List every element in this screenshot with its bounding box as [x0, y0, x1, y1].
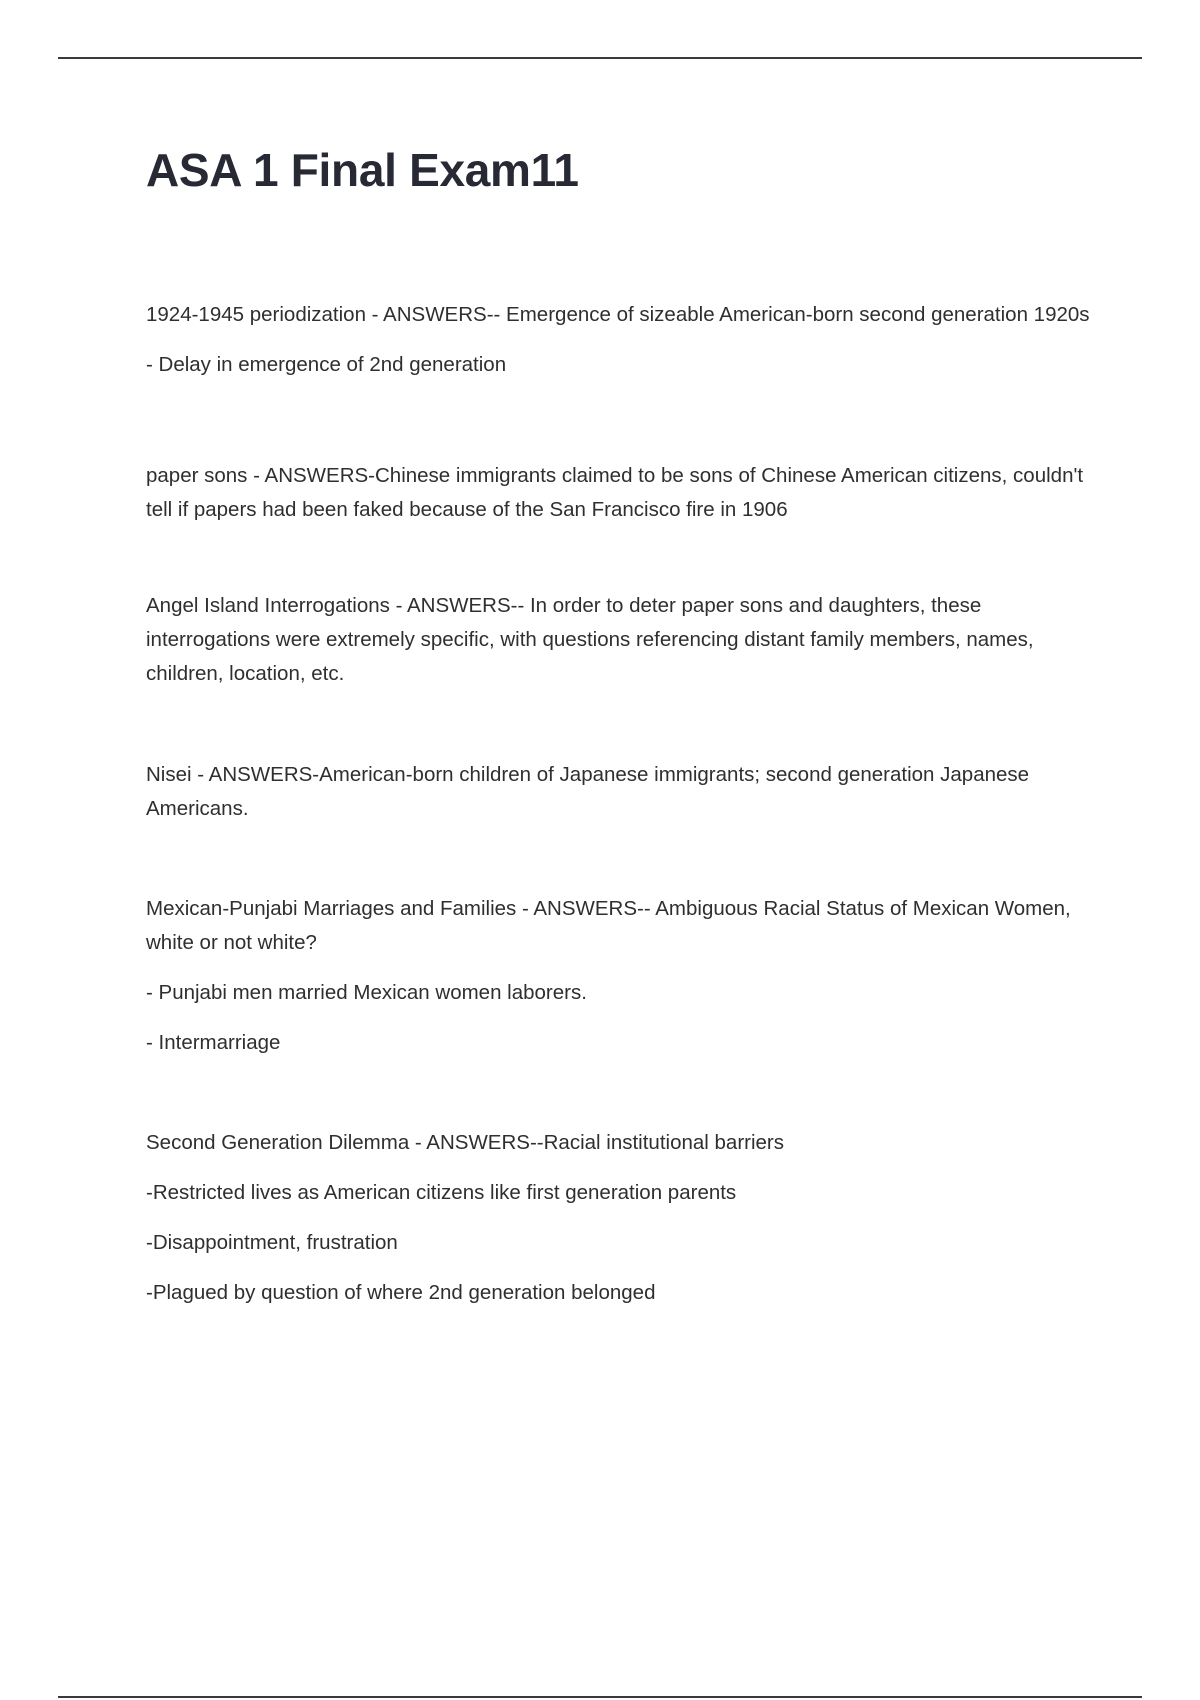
entry-angel-island [146, 589, 1092, 691]
document-body [146, 298, 1092, 1374]
entry-bullet: -Plagued by question of where 2nd generation belonged [146, 1281, 656, 1304]
entry-mexican-punjabi [146, 892, 1092, 1060]
entry-second-generation [146, 1126, 1092, 1310]
entry-text: Angel Island Interrogations - ANSWERS-- In order to deter paper sons and daughters, these interrogations were extremely specific, with questions referencing distant family members, names, children, location, etc. [146, 594, 1034, 685]
entry-nisei [146, 758, 1092, 826]
entry-text: Nisei - ANSWERS-American-born children of Japanese immigrants; second generation Japanese Americans. [146, 763, 1030, 820]
entry-bullet: -Restricted lives as American citizens like first generation parents [146, 1181, 737, 1204]
entry-bullet: - Delay in emergence of 2nd generation [146, 353, 507, 376]
entry-periodization [146, 298, 1092, 382]
entry-bullet: - Intermarriage [146, 1031, 281, 1054]
entry-bullet: -Disappointment, frustration [146, 1231, 398, 1254]
entry-text: paper sons - ANSWERS-Chinese immigrants claimed to be sons of Chinese American citizens, couldn't tell if papers had been faked because of the San Francisco fire in 1906 [146, 464, 1084, 521]
entry-paper-sons [146, 459, 1092, 527]
header-rule [58, 57, 1142, 59]
entry-text: Mexican-Punjabi Marriages and Families - ANSWERS-- Ambiguous Racial Status of Mexican Women, white or not white? [146, 897, 1071, 954]
footer-rule [58, 1696, 1142, 1698]
entry-bullet: - Punjabi men married Mexican women laborers. [146, 981, 587, 1004]
entry-text: Second Generation Dilemma - ANSWERS--Racial institutional barriers [146, 1131, 785, 1154]
entry-text: 1924-1945 periodization - ANSWERS-- Emergence of sizeable American-born second generation 1920s [146, 303, 1090, 326]
document-title: ASA 1 Final Exam11 [146, 144, 579, 196]
